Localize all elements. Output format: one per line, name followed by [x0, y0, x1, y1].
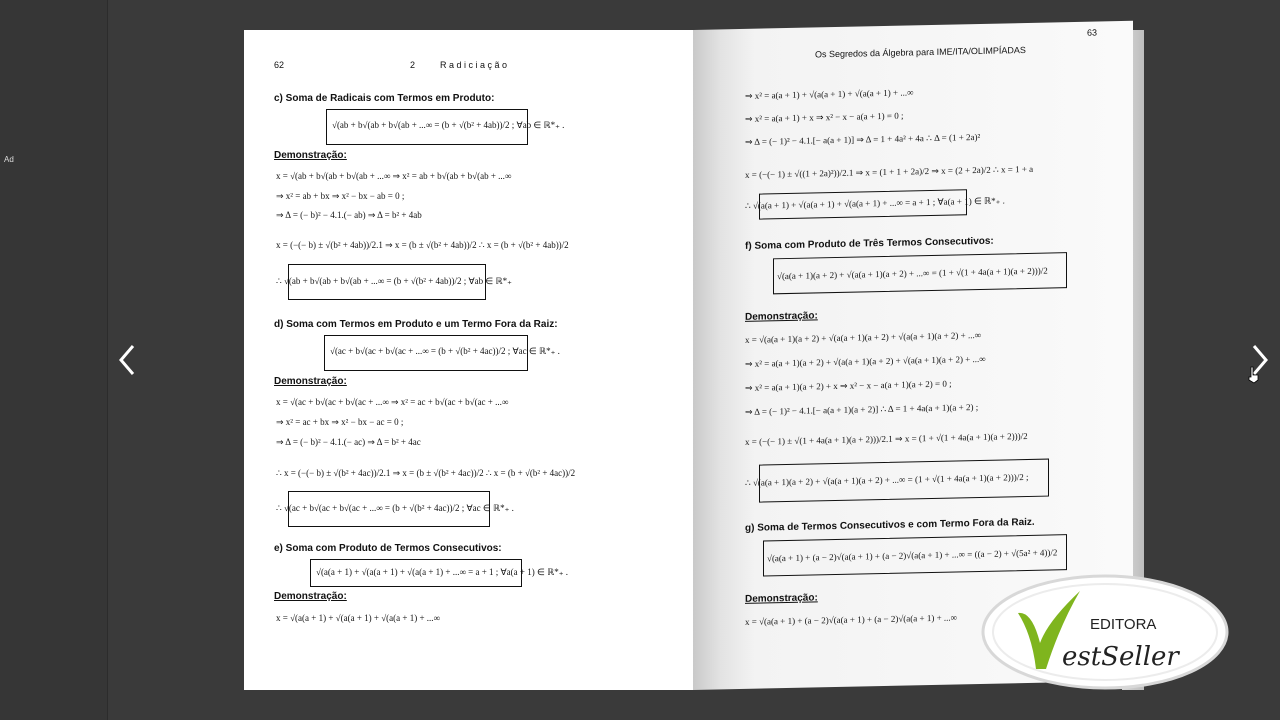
book-title: Os Segredos da Álgebra para IME/ITA/OLIMPÍADAS — [815, 45, 1026, 60]
section-g-line-1: x = √(a(a + 1) + (a − 2)√(a(a + 1) + (a − 2)√(a(a + 1) + ...∞ — [745, 612, 958, 627]
ad-sidebar — [0, 0, 108, 720]
section-c-line-3: ⇒ Δ = (− b)² − 4.1.(− ab) ⇒ Δ = b² + 4ab — [276, 210, 422, 220]
logo-graphic — [980, 573, 1230, 691]
section-g-heading: g) Soma de Termos Consecutivos e com Termo Fora da Raiz. — [745, 516, 1035, 534]
section-f-formula: √(a(a + 1)(a + 2) + √(a(a + 1)(a + 2) + ...∞ = (1 + √(1 + 4a(a + 1)(a + 2)))/2 — [777, 265, 1048, 282]
ad-label: Ad — [4, 155, 14, 164]
section-c-formula: √(ab + b√(ab + b√(ab + ...∞ = (b + √(b² + 4ab))/2 ; ∀ab ∈ ℝ*₊ . — [332, 120, 565, 130]
vestseller-logo — [980, 573, 1230, 691]
section-c-heading: c) Soma de Radicais com Termos em Produto: — [274, 93, 495, 104]
chevron-left-icon — [113, 340, 143, 380]
section-f-line-6: ∴ √(a(a + 1)(a + 2) + √(a(a + 1)(a + 2) + ...∞ = (1 + √(1 + 4a(a + 1)(a + 2)))/2 ; — [745, 471, 1029, 488]
chapter-number: 2 — [410, 60, 416, 70]
section-d-line-5: ∴ √(ac + b√(ac + b√(ac + ...∞ = (b + √(b² + 4ac))/2 ; ∀ac ∈ ℝ*₊ . — [276, 503, 514, 513]
right-top-line-2: ⇒ x² = a(a + 1) + x ⇒ x² − x − a(a + 1) = 0 ; — [745, 110, 904, 124]
right-page-number: 63 — [1087, 27, 1098, 38]
svg-text:EDITORA: EDITORA — [1090, 616, 1157, 633]
section-e-formula: √(a(a + 1) + √(a(a + 1) + √(a(a + 1) + ...∞ = a + 1 ; ∀a(a + 1) ∈ ℝ*₊ . — [316, 567, 568, 577]
section-f-line-2: ⇒ x² = a(a + 1)(a + 2) + √(a(a + 1)(a + 2) + √(a(a + 1)(a + 2) + ...∞ — [745, 353, 986, 369]
section-d-demo-label: Demonstração: — [274, 376, 347, 387]
section-e-heading: e) Soma com Produto de Termos Consecutivos: — [274, 543, 502, 554]
prev-page-button[interactable] — [113, 340, 143, 380]
left-page-number: 62 — [274, 60, 285, 70]
section-d-line-3: ⇒ Δ = (− b)² − 4.1.(− ac) ⇒ Δ = b² + 4ac — [276, 437, 421, 447]
section-e-demo-label: Demonstração: — [274, 591, 347, 602]
section-d-formula: √(ac + b√(ac + b√(ac + ...∞ = (b + √(b² + 4ac))/2 ; ∀ac ∈ ℝ*₊ . — [330, 346, 560, 356]
section-f-line-3: ⇒ x² = a(a + 1)(a + 2) + x ⇒ x² − x − a(a + 1)(a + 2) = 0 ; — [745, 378, 952, 393]
section-g-formula: √(a(a + 1) + (a − 2)√(a(a + 1) + (a − 2)√(a(a + 1) + ...∞ = ((a − 2) + √(5a² + 4))/2 — [767, 547, 1058, 564]
svg-text:estSeller: estSeller — [1062, 642, 1179, 672]
section-c-line-4: x = (−(− b) ± √(b² + 4ab))/2.1 ⇒ x = (b ± √(b² + 4ab))/2 ∴ x = (b + √(b² + 4ab))/2 — [276, 240, 569, 250]
right-top-line-5: ∴ √(a(a + 1) + √(a(a + 1) + √(a(a + 1) + ...∞ = a + 1 ; ∀a(a + 1) ∈ ℝ*₊ . — [745, 195, 1005, 211]
left-page — [244, 30, 693, 690]
section-c-demo-label: Demonstração: — [274, 150, 347, 161]
section-c-line-2: ⇒ x² = ab + bx ⇒ x² − bx − ab = 0 ; — [276, 191, 405, 201]
section-f-heading: f) Soma com Produto de Três Termos Consecutivos: — [745, 235, 994, 252]
chapter-title: R a d i c i a ç ã o — [440, 60, 508, 70]
section-c-line-1: x = √(ab + b√(ab + b√(ab + ...∞ ⇒ x² = ab + b√(ab + b√(ab + ...∞ — [276, 171, 512, 181]
section-d-line-2: ⇒ x² = ac + bx ⇒ x² − bx − ac = 0 ; — [276, 417, 404, 427]
section-d-line-4: ∴ x = (−(− b) ± √(b² + 4ac))/2.1 ⇒ x = (b ± √(b² + 4ac))/2 ∴ x = (b + √(b² + 4ac))/2 — [276, 468, 576, 478]
mouse-cursor-icon — [1248, 366, 1260, 384]
section-f-demo-label: Demonstração: — [745, 310, 818, 323]
right-top-line-1: ⇒ x² = a(a + 1) + √(a(a + 1) + √(a(a + 1) + ...∞ — [745, 87, 914, 101]
section-e-line-1: x = √(a(a + 1) + √(a(a + 1) + √(a(a + 1) + ...∞ — [276, 613, 440, 623]
section-g-demo-label: Demonstração: — [745, 592, 818, 605]
section-f-line-4: ⇒ Δ = (− 1)² − 4.1.[− a(a + 1)(a + 2)] ∴ Δ = 1 + 4a(a + 1)(a + 2) ; — [745, 402, 979, 417]
section-d-line-1: x = √(ac + b√(ac + b√(ac + ...∞ ⇒ x² = ac + b√(ac + b√(ac + ...∞ — [276, 397, 509, 407]
right-top-line-3: ⇒ Δ = (− 1)² − 4.1.[− a(a + 1)] ⇒ Δ = 1 + 4a² + 4a ∴ Δ = (1 + 2a)² — [745, 131, 981, 147]
section-c-line-5: ∴ √(ab + b√(ab + b√(ab + ...∞ = (b + √(b² + 4ab))/2 ; ∀ab ∈ ℝ*₊ — [276, 276, 512, 286]
section-d-heading: d) Soma com Termos em Produto e um Termo Fora da Raiz: — [274, 319, 558, 330]
right-top-line-4: x = (−(− 1) ± √((1 + 2a)²))/2.1 ⇒ x = (1 + 1 + 2a)/2 ⇒ x = (2 + 2a)/2 ∴ x = 1 + a — [745, 163, 1034, 180]
section-f-line-5: x = (−(− 1) ± √(1 + 4a(a + 1)(a + 2)))/2.1 ⇒ x = (1 + √(1 + 4a(a + 1)(a + 2)))/2 — [745, 430, 1028, 447]
section-f-line-1: x = √(a(a + 1)(a + 2) + √(a(a + 1)(a + 2) + √(a(a + 1)(a + 2) + ...∞ — [745, 329, 982, 345]
